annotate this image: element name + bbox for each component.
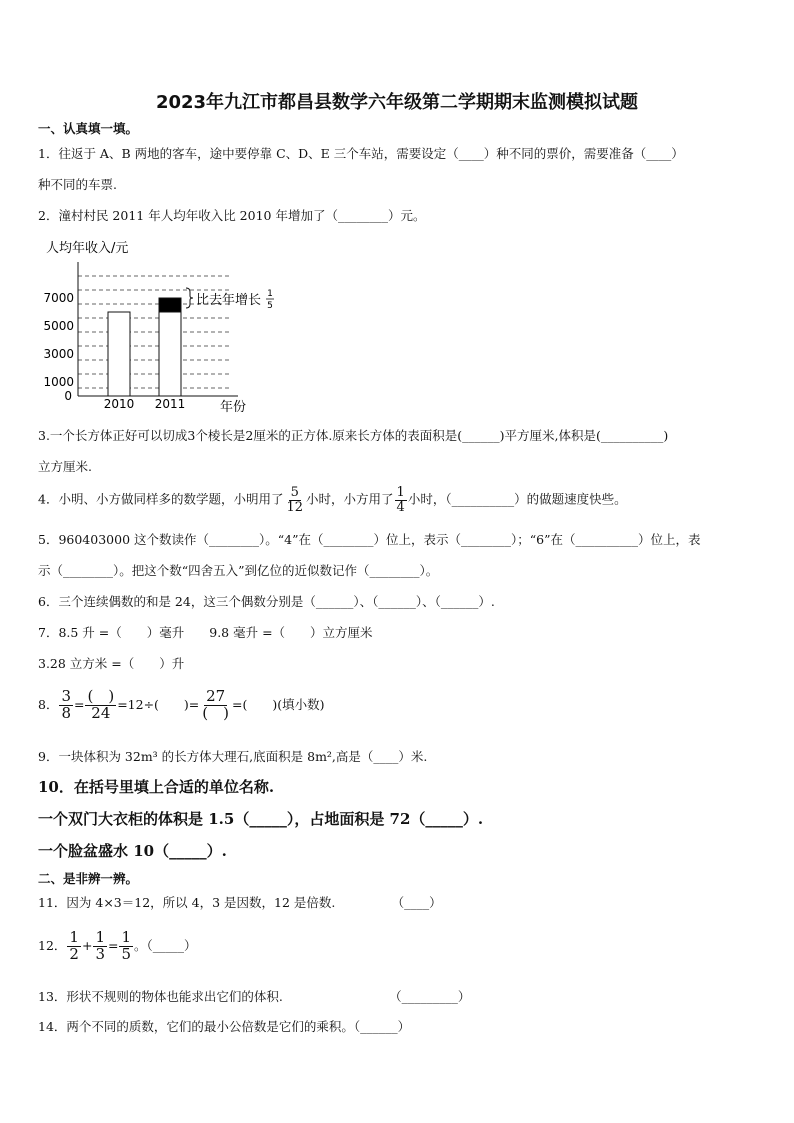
question-7-line2: 3.28 立方米 =（ ）升 [38, 656, 185, 671]
question-1-line1: 1．往返于 A、B 两地的客车，途中要停靠 C、D、E 三个车站，需要设定（____）种不同的票价，需要准备（____） [38, 146, 684, 161]
question-9: 9．一块体积为 32m³ 的长方体大理石,底面积是 8m²,高是（____）米. [38, 749, 428, 764]
question-6: 6．三个连续偶数的和是 24，这三个偶数分别是（______）、（______）、（______）. [38, 594, 495, 609]
q12-plus: + [81, 937, 93, 953]
question-2: 2．潼村村民 2011 年人均年收入比 2010 年增加了（________）元。 [38, 208, 426, 223]
question-3-line1: 3.一个长方体正好可以切成3个棱长是2厘米的正方体.原来长方体的表面积是(______)平方厘米,体积是(__________) [38, 428, 669, 443]
x-tick-2010: 2010 [103, 397, 135, 411]
page-title: 2023年九江市都昌县数学六年级第二学期期末监测模拟试题 [155, 92, 639, 113]
q12-post: 。（_____） [134, 937, 197, 953]
q12-fraction-2: $\frac{1}{3}$ [95, 928, 105, 963]
question-11: 11．因为 4×3＝12，所以 4，3 是因数，12 是倍数. （____） [38, 895, 442, 910]
q8-post: =( )(填小数) [232, 696, 325, 712]
question-12 [38, 930, 197, 963]
income-bar-chart [38, 234, 288, 416]
question-7-line1: 7．8.5 升 =（ ）毫升 9.8 毫升 =（ ）立方厘米 [38, 625, 373, 640]
y-tick-1000: 1000 [43, 375, 74, 389]
q12-fraction-3: $\frac{1}{5}$ [121, 928, 132, 963]
q8-fraction-2: $\frac{( )}{24}$ [87, 687, 115, 722]
q4-fraction-1: $\frac{5}{12}$ [286, 485, 304, 515]
q4-post: 小时，（__________）的做题速度快些。 [407, 491, 627, 507]
section-heading-judge: 二、是非辨一辨。 [38, 871, 139, 886]
question-10: 10．在括号里填上合适的单位名称. [38, 778, 275, 796]
q8-fraction-1: $\frac{3}{8}$ [61, 687, 71, 722]
bar-2011 [159, 312, 181, 396]
question-10-item-a: 一个双门大衣柜的体积是 1.5（_____），占地面积是 72（_____）. [38, 810, 484, 828]
q8-eq1: = [74, 696, 85, 712]
chart-xlabel: 年份 [220, 400, 247, 415]
q8-mid: =12÷( )= [117, 696, 200, 712]
question-1-line2: 种不同的车票. [38, 177, 117, 192]
question-3-line2: 立方厘米. [38, 459, 92, 474]
q4-pre: 4．小明、小方做同样多的数学题，小明用了 [38, 491, 284, 507]
q12-label: 12． [38, 937, 67, 953]
question-5-line1: 5．960403000 这个数读作（________）。“4”在（________）位上，表示（________）；“6”在（__________）位上，表 [38, 532, 701, 547]
q12-fraction-1: $\frac{1}{2}$ [69, 928, 79, 963]
q8-label: 8． [38, 696, 59, 712]
y-tick-5000: 5000 [43, 319, 74, 333]
q4-mid: 小时，小方用了 [306, 491, 394, 507]
question-4 [38, 486, 627, 514]
question-13: 13．形状不规则的物体也能求出它们的体积. （_________） [38, 989, 471, 1004]
question-5-line2: 示（________）。把这个数“四舍五入”到亿位的近似数记作（________）。 [38, 563, 439, 578]
y-tick-0: 0 [64, 389, 72, 403]
section-heading-fill: 一、认真填一填。 [38, 121, 139, 136]
question-10-item-b: 一个脸盆盛水 10（_____）. [38, 842, 227, 860]
chart-annotation-text: 比去年增长 [196, 293, 262, 308]
q12-eq: = [107, 937, 119, 953]
y-tick-7000: 7000 [43, 291, 74, 305]
x-tick-2011: 2011 [154, 397, 186, 411]
y-tick-3000: 3000 [43, 347, 74, 361]
chart-annotation-frac-den: 5 [267, 301, 273, 311]
question-8 [38, 689, 325, 722]
chart-ylabel: 人均年收入/元 [46, 241, 129, 256]
question-14: 14．两个不同的质数，它们的最小公倍数是它们的乘积。（______） [38, 1019, 411, 1034]
q8-fraction-3: $\frac{27}{( )}$ [202, 687, 230, 722]
q4-fraction-2: $\frac{1}{4}$ [396, 485, 405, 515]
chart-annotation-frac-num: 1 [267, 289, 273, 299]
bar-2010 [108, 312, 130, 396]
chart-annotation [186, 288, 274, 311]
bar-2011-increase [159, 298, 181, 312]
